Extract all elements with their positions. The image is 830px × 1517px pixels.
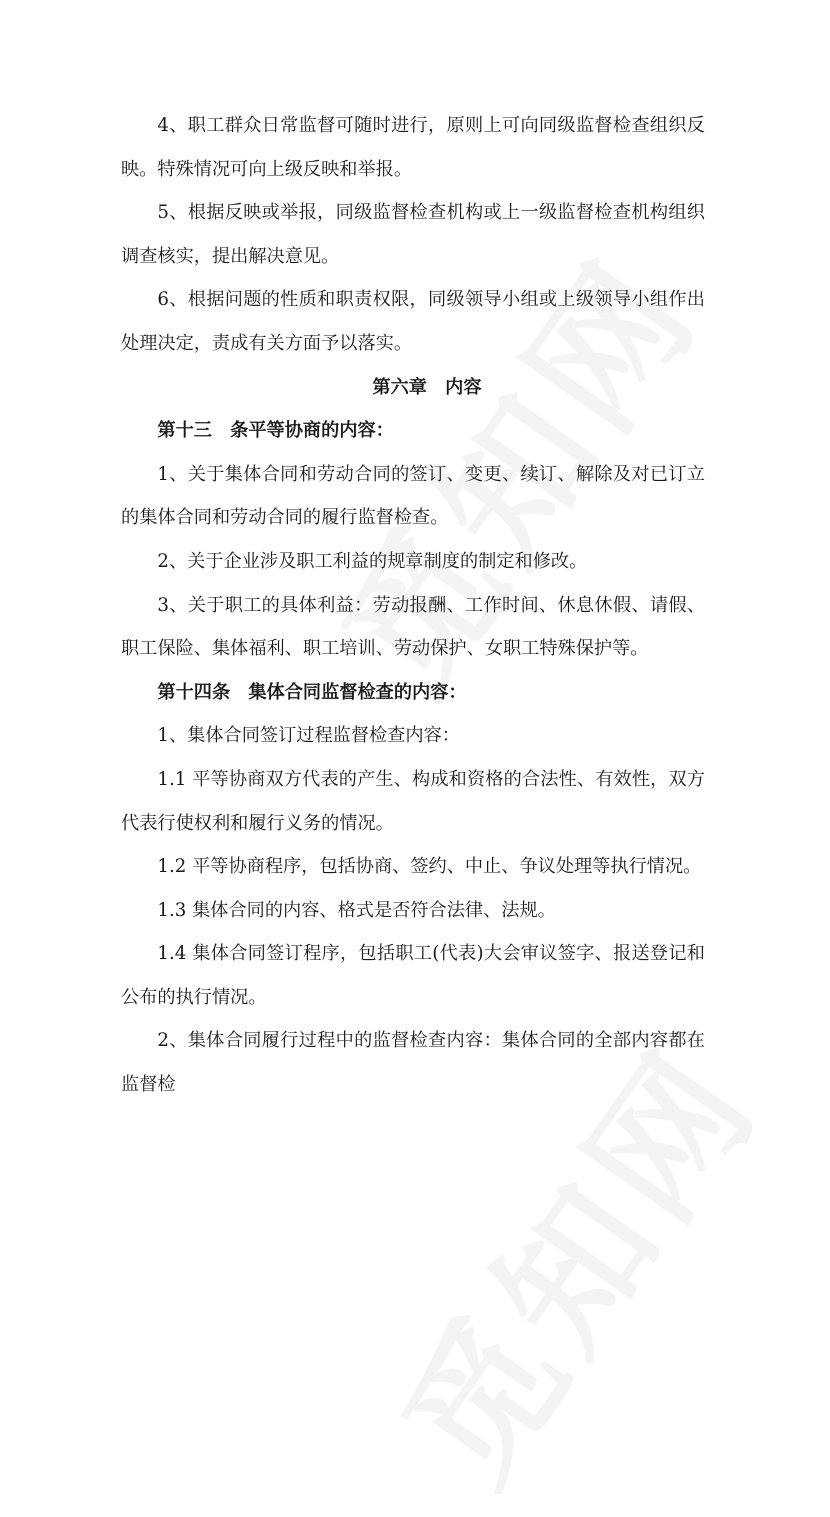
paragraph-item-4: 4、职工群众日常监督可随时进行，原则上可向同级监督检查组织反映。特殊情况可向上级反映和举报。: [121, 115, 705, 180]
article-13-item-1: 1、关于集体合同和劳动合同的签订、变更、续订、解除及对已订立的集体合同和劳动合同的履行监督检查。: [121, 463, 705, 529]
article-14-item-1-2: 1.2 平等协商程序，包括协商、签约、中止、争议处理等执行情况。: [157, 856, 702, 878]
article-13-item-2: 2、关于企业涉及职工利益的规章制度的制定和修改。: [157, 550, 588, 572]
article-14-item-1-4: 1.4 集体合同签订程序，包括职工(代表)大会审议签字、报送登记和公布的执行情况。: [121, 943, 705, 1008]
article-14-item-2: 2、集体合同履行过程中的监督检查内容：集体合同的全部内容都在监督检: [121, 1030, 705, 1096]
paragraph-item-6: 6、根据问题的性质和职责权限，同级领导小组或上级领导小组作出处理决定，责成有关方面予以落实。: [121, 289, 705, 354]
chapter-heading: 第六章 内容: [372, 376, 482, 398]
article-13-item-3: 3、关于职工的具体利益：劳动报酬、工作时间、休息休假、请假、职工保险、集体福利、职工培训、劳动保护、女职工特殊保护等。: [121, 594, 705, 660]
article-13-heading: 第十三 条平等协商的内容：: [157, 420, 394, 442]
paragraph-item-5: 5、根据反映或举报，同级监督检查机构或上一级监督检查机构组织调查核实，提出解决意见。: [121, 202, 705, 267]
article-14-item-1-1: 1.1 平等协商双方代表的产生、构成和资格的合法性、有效性，双方代表行使权利和履行义务的情况。: [121, 768, 705, 834]
article-14-item-1: 1、集体合同签订过程监督检查内容：: [157, 725, 460, 747]
article-14-item-1-3: 1.3 集体合同的内容、格式是否符合法律、法规。: [157, 899, 556, 921]
document-page: [121, 104, 705, 1107]
article-14-heading: 第十四条 集体合同监督检查的内容：: [157, 681, 467, 703]
